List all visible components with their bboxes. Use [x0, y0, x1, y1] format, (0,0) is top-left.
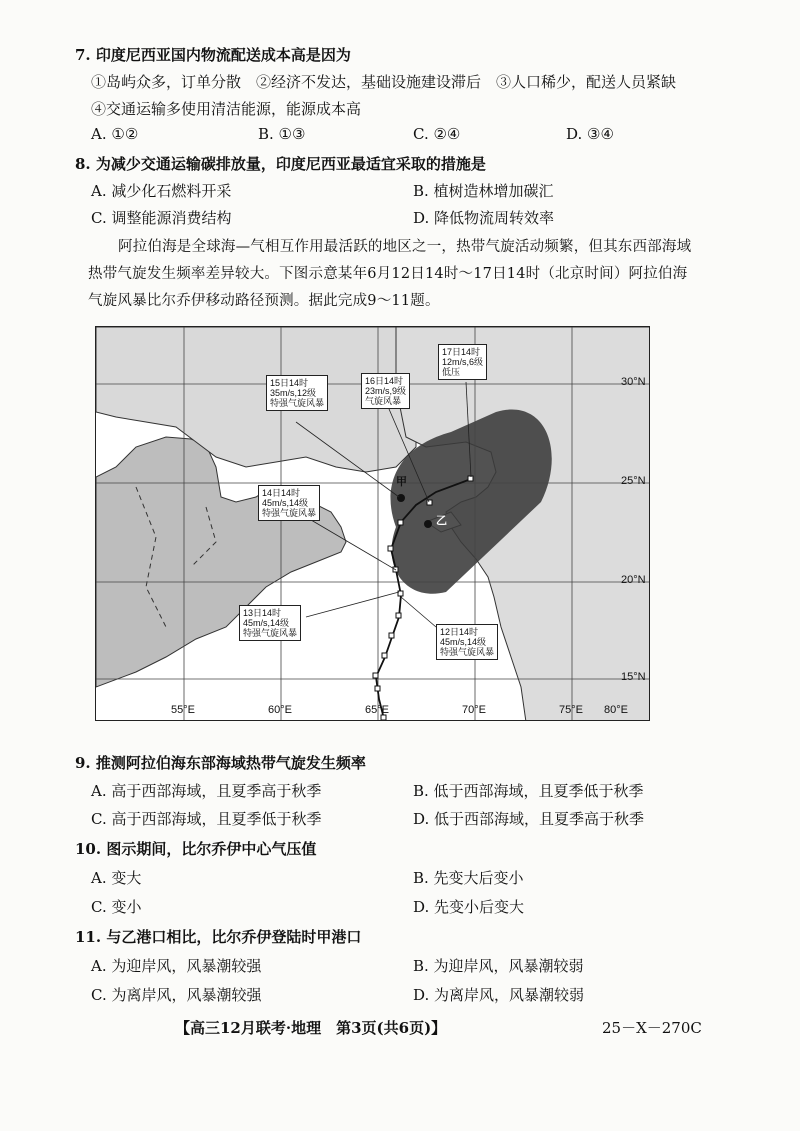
- callout-13th: [239, 605, 301, 641]
- callout-13th-wind: 45m/s,14级: [243, 618, 290, 628]
- callout-14th-wind: 45m/s,14级: [262, 498, 309, 508]
- port-jia-label: 甲: [396, 476, 407, 488]
- callout-13th-level: 特强气旋风暴: [243, 628, 298, 638]
- question-9-option-b[interactable]: B. 低于西部海域，且夏季低于秋季: [413, 782, 644, 800]
- question-10-stem: 10. 图示期间，比尔乔伊中心气压值: [75, 840, 317, 858]
- lon-label-65e: 65°E: [365, 704, 389, 716]
- lon-label-60e: 60°E: [268, 704, 292, 716]
- footer-exam-info: 【高三12月联考·地理 第3页(共6页)】: [175, 1019, 447, 1037]
- question-10-option-c[interactable]: C. 变小: [91, 898, 142, 916]
- question-11-option-c[interactable]: C. 为离岸风，风暴潮较强: [91, 986, 262, 1004]
- callout-16th-time: 16日14时: [365, 376, 404, 386]
- question-9-option-d[interactable]: D. 低于西部海域，且夏季高于秋季: [413, 810, 645, 828]
- question-8-option-b[interactable]: B. 植树造林增加碳汇: [413, 182, 554, 200]
- question-8-option-a[interactable]: A. 减少化石燃料开采: [91, 182, 232, 200]
- question-7-option-a[interactable]: A. ①②: [91, 125, 139, 143]
- callout-17th-wind: 12m/s,6级: [442, 357, 484, 367]
- callout-12th: [436, 624, 498, 660]
- question-11-stem: 11. 与乙港口相比，比尔乔伊登陆时甲港口: [75, 928, 362, 946]
- callout-15th-time: 15日14时: [270, 378, 309, 388]
- callout-17th-time: 17日14时: [442, 347, 481, 357]
- callout-16th-wind: 23m/s,9级: [365, 386, 407, 396]
- callout-14th: [258, 485, 320, 521]
- lat-label-25n: 25°N: [621, 475, 646, 487]
- port-jia-marker: [397, 494, 405, 502]
- lon-label-80e: 80°E: [604, 704, 628, 716]
- passage-line-2: 热带气旋发生频率差异较大。下图示意某年6月12日14时～17日14时（北京时间）阿拉伯海: [88, 266, 688, 282]
- callout-14th-level: 特强气旋风暴: [262, 508, 317, 518]
- question-10-option-b[interactable]: B. 先变大后变小: [413, 869, 524, 887]
- question-9-option-a[interactable]: A. 高于西部海域，且夏季高于秋季: [91, 782, 322, 800]
- callout-17th-level: 低压: [442, 367, 461, 377]
- question-7-option-c[interactable]: C. ②④: [413, 125, 461, 143]
- question-7-statements-line-1: ①岛屿众多，订单分散 ②经济不发达，基础设施建设滞后 ③人口稀少，配送人员紧缺: [91, 73, 677, 91]
- lat-label-15n: 15°N: [621, 671, 646, 683]
- question-11-option-a[interactable]: A. 为迎岸风，风暴潮较强: [91, 957, 262, 975]
- callout-12th-time: 12日14时: [440, 627, 479, 637]
- passage-line-1: 阿拉伯海是全球海—气相互作用最活跃的地区之一，热带气旋活动频繁，但其东西部海域: [118, 239, 692, 255]
- question-10-option-a[interactable]: A. 变大: [91, 869, 142, 887]
- question-7-option-b[interactable]: B. ①③: [258, 125, 306, 143]
- callout-14th-time: 14日14时: [262, 488, 301, 498]
- port-yi-label: 乙: [436, 515, 447, 527]
- question-8-option-c[interactable]: C. 调整能源消费结构: [91, 209, 232, 227]
- callout-15th: [266, 375, 328, 411]
- question-9-stem: 9. 推测阿拉伯海东部海域热带气旋发生频率: [75, 754, 366, 772]
- callout-13th-time: 13日14时: [243, 608, 282, 618]
- footer-paper-code: 25－X－270C: [602, 1019, 702, 1037]
- question-9-option-c[interactable]: C. 高于西部海域，且夏季低于秋季: [91, 810, 322, 828]
- question-7-option-d[interactable]: D. ③④: [566, 125, 614, 143]
- question-8-option-d[interactable]: D. 降低物流周转效率: [413, 209, 555, 227]
- callout-16th-level: 气旋风暴: [365, 396, 402, 406]
- callout-15th-wind: 35m/s,12级: [270, 388, 317, 398]
- lon-label-70e: 70°E: [462, 704, 486, 716]
- callout-12th-level: 特强气旋风暴: [440, 647, 495, 657]
- callout-17th: [438, 344, 487, 380]
- lat-label-20n: 20°N: [621, 574, 646, 586]
- question-7-statements-line-2: ④交通运输多使用清洁能源，能源成本高: [91, 100, 362, 118]
- callout-16th: [361, 373, 410, 409]
- question-11-option-b[interactable]: B. 为迎岸风，风暴潮较弱: [413, 957, 584, 975]
- passage-line-3: 气旋风暴比尔乔伊移动路径预测。据此完成9～11题。: [88, 293, 440, 309]
- question-11-option-d[interactable]: D. 为离岸风，风暴潮较弱: [413, 986, 585, 1004]
- lat-label-30n: 30°N: [621, 376, 646, 388]
- question-8-stem: 8. 为减少交通运输碳排放量，印度尼西亚最适宜采取的措施是: [75, 155, 486, 173]
- lon-label-75e: 75°E: [559, 704, 583, 716]
- callout-15th-level: 特强气旋风暴: [270, 398, 325, 408]
- cyclone-track-map: [95, 326, 650, 721]
- question-10-option-d[interactable]: D. 先变小后变大: [413, 898, 525, 916]
- port-yi-marker: [424, 520, 432, 528]
- lon-label-55e: 55°E: [171, 704, 195, 716]
- question-7-stem: 7. 印度尼西亚国内物流配送成本高是因为: [75, 46, 351, 64]
- callout-12th-wind: 45m/s,14级: [440, 637, 487, 647]
- passage: [88, 234, 713, 315]
